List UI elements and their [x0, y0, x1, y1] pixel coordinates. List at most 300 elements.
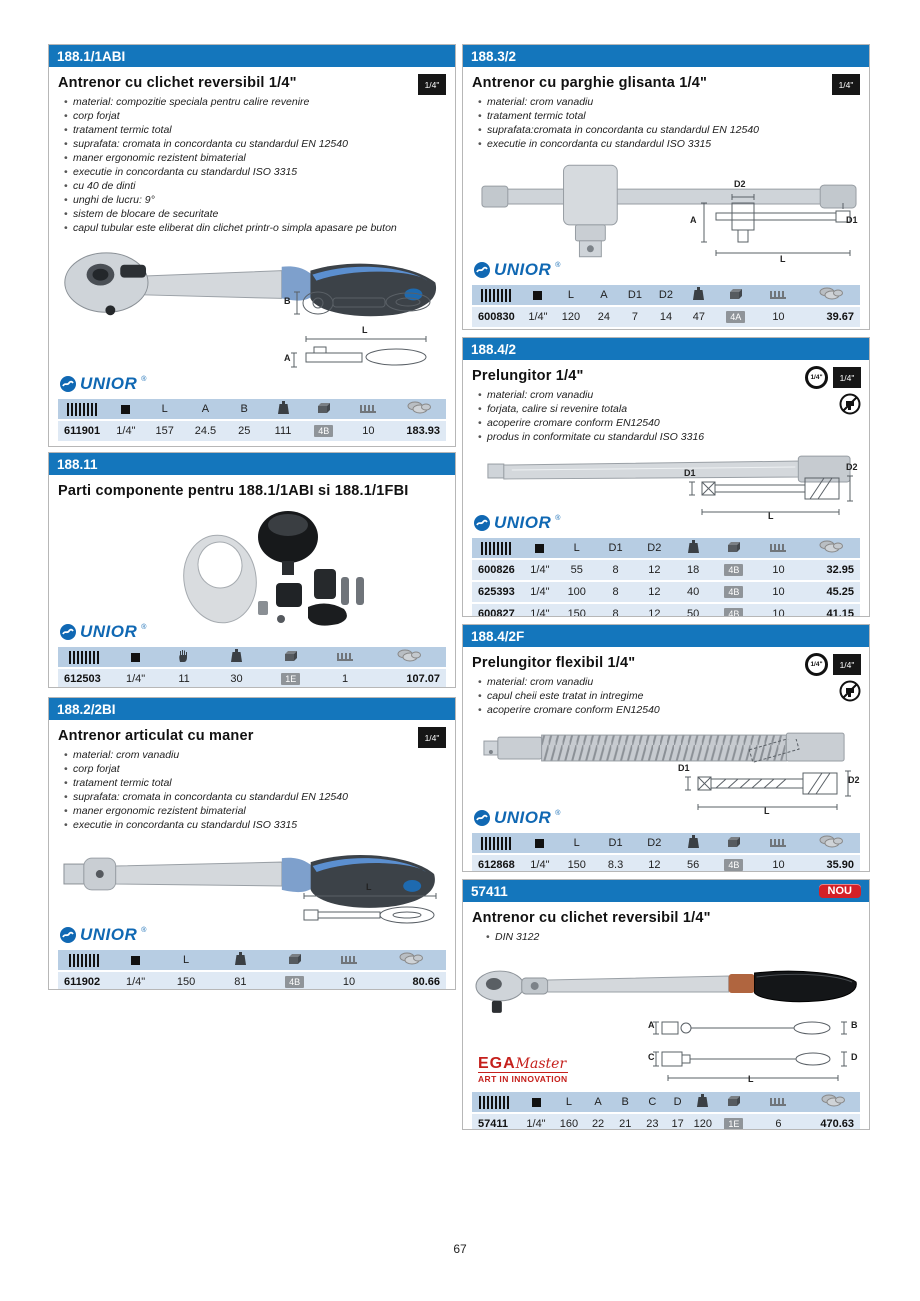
cell-weight: 81	[213, 972, 267, 990]
box-code-badge: 4B	[285, 976, 304, 988]
feature-item: • suprafata: cromata in concordanta cu standardul EN 12540	[62, 137, 446, 151]
dimension-diagram	[648, 1014, 860, 1086]
column-pack	[345, 399, 392, 419]
column-barcode	[472, 538, 522, 558]
cell-box	[716, 307, 755, 327]
card-body	[463, 647, 869, 872]
product-title: Prelungitor flexibil 1/4"	[472, 655, 636, 671]
pack-icon	[770, 839, 786, 847]
pack-icon	[770, 1098, 786, 1106]
dimension-diagram	[294, 882, 444, 930]
registered-mark: ®	[141, 927, 147, 934]
barcode-icon	[69, 651, 101, 664]
registered-mark: ®	[141, 624, 147, 631]
ega-master-logo	[478, 1056, 568, 1084]
feature-item: • corp forjat	[62, 109, 446, 123]
price-coins-icon	[819, 540, 843, 553]
ega-master-text: Master	[515, 1056, 567, 1072]
product-title: Antrenor articulat cu maner	[58, 728, 254, 744]
registered-mark: ®	[555, 262, 561, 269]
cell-A: 24	[588, 307, 619, 327]
column-barcode	[58, 647, 112, 667]
table-header-row	[472, 1092, 860, 1112]
cell-weight: 50	[674, 604, 713, 617]
unior-logo-text: UNIOR	[80, 925, 138, 944]
card-body	[49, 475, 455, 688]
feature-item: • tratament termic total	[62, 123, 446, 137]
dimension-label: D	[851, 1052, 858, 1062]
section-code-header	[49, 453, 455, 475]
spare-parts-image	[138, 503, 438, 629]
weight-icon	[231, 649, 242, 662]
dimension-label: D2	[848, 775, 860, 785]
card-body	[463, 902, 869, 1130]
barcode-icon	[69, 954, 101, 967]
pack-icon	[770, 291, 786, 299]
column-pack	[318, 647, 372, 667]
product-card	[48, 452, 456, 688]
feature-item: • forjata, calire si revenire totala	[476, 402, 860, 416]
unior-logo-icon	[474, 262, 490, 278]
spec-table	[58, 948, 446, 990]
feature-item: • unghi de lucru: 9°	[62, 193, 446, 207]
cell-drive: 1/4"	[522, 307, 553, 327]
media-area	[58, 834, 446, 946]
cell-weight: 111	[264, 421, 303, 441]
dimension-label: D1	[846, 215, 858, 225]
table-row	[58, 669, 446, 688]
cell-D1: 8	[596, 604, 635, 617]
cell-L: 150	[557, 604, 596, 617]
unior-logo-icon	[474, 810, 490, 826]
cell-price: 35.90	[802, 855, 860, 872]
drive-square-icon	[532, 1098, 541, 1107]
feature-item: • material: crom vanadiu	[62, 748, 446, 762]
unior-logo	[474, 260, 560, 280]
feature-item: • executie in concordanta cu standardul ISO 3315	[62, 818, 446, 832]
weight-icon	[278, 401, 289, 414]
card-body	[49, 67, 455, 443]
cell-box	[716, 1114, 751, 1130]
media-area	[58, 237, 446, 395]
column-box	[716, 1092, 751, 1112]
drive-square-icon	[131, 956, 140, 965]
cell-weight: 120	[689, 1114, 716, 1130]
unior-logo	[474, 513, 560, 533]
dimension-diagram	[688, 173, 860, 265]
column-pack	[751, 1092, 805, 1112]
product-title: Antrenor cu clichet reversibil 1/4"	[58, 75, 297, 91]
feature-item: • material: crom vanadiu	[476, 388, 860, 402]
dimension-label: D2	[734, 179, 746, 189]
box-icon	[728, 287, 743, 300]
feature-item: • material: crom vanadiu	[476, 675, 860, 689]
spec-table	[58, 397, 446, 443]
column-A: A	[186, 399, 225, 419]
section-code-header	[49, 45, 455, 67]
cell-A: 22	[584, 1114, 611, 1130]
cell-box	[264, 669, 318, 688]
unior-logo-icon	[60, 376, 76, 392]
left-column	[48, 44, 456, 990]
cell-weight: 18	[674, 560, 713, 580]
cell-sku: 611901	[58, 421, 108, 441]
column-price	[376, 950, 446, 970]
feature-item: • produs in conformitate cu standardul ISO 3316	[476, 430, 860, 444]
column-weight	[213, 950, 267, 970]
weight-icon	[235, 952, 246, 965]
media-area	[472, 719, 860, 829]
column-D2: D2	[635, 833, 674, 853]
column-D: D	[666, 1092, 689, 1112]
box-icon	[316, 401, 331, 414]
cell-L: 160	[553, 1114, 584, 1130]
cell-sku: 600827	[472, 604, 522, 617]
feature-list	[476, 95, 860, 151]
feature-list	[62, 748, 446, 832]
column-drive	[522, 285, 553, 305]
column-box	[716, 285, 755, 305]
table-row	[472, 560, 860, 580]
nou-badge: NOU	[819, 884, 861, 898]
dimension-label: A	[284, 353, 291, 363]
dimension-diagram	[684, 460, 860, 522]
column-B: B	[225, 399, 264, 419]
cell-L: 100	[557, 582, 596, 602]
unior-logo-text: UNIOR	[494, 808, 552, 827]
product-card	[48, 697, 456, 990]
drive-size-badge: 1/4"	[833, 367, 861, 388]
box-code-badge: 4B	[724, 608, 743, 617]
column-barcode	[58, 950, 112, 970]
column-A: A	[588, 285, 619, 305]
cell-price: 183.93	[392, 421, 446, 441]
cell-drive: 1/4"	[522, 855, 557, 872]
dimension-diagram	[284, 281, 444, 381]
dimension-label: A	[690, 215, 697, 225]
column-C: C	[639, 1092, 666, 1112]
cell-pack: 10	[755, 307, 802, 327]
table-row	[58, 421, 446, 441]
cell-box	[713, 855, 756, 872]
column-drive	[112, 950, 159, 970]
feature-list	[476, 388, 860, 444]
cell-pack: 10	[755, 582, 802, 602]
column-pack	[755, 833, 802, 853]
feature-item: • suprafata:cromata in concordanta cu standardul EN 12540	[476, 123, 860, 137]
cell-weight: 47	[681, 307, 716, 327]
column-price	[372, 647, 446, 667]
pack-icon	[770, 544, 786, 552]
column-L: L	[143, 399, 186, 419]
cell-pack: 10	[755, 604, 802, 617]
box-code-badge: 1E	[281, 673, 300, 685]
drive-size-circle-icon: 1/4"	[805, 366, 828, 389]
flex-head-ratchet-product-image	[472, 946, 860, 1020]
registered-mark: ®	[555, 515, 561, 522]
column-barcode	[58, 399, 108, 419]
cell-D2: 12	[635, 855, 674, 872]
barcode-icon	[67, 403, 99, 416]
box-code-badge: 4B	[314, 425, 333, 437]
cell-L: 157	[143, 421, 186, 441]
drive-size-badge: 1/4"	[418, 74, 446, 95]
drive-size-badge: 1/4"	[832, 74, 860, 95]
column-weight	[264, 399, 303, 419]
column-L: L	[553, 1092, 584, 1112]
cell-drive: 1/4"	[112, 669, 159, 688]
weight-icon	[697, 1094, 708, 1107]
cell-box	[713, 582, 756, 602]
section-code: 188.4/2	[471, 341, 517, 357]
column-parts	[159, 647, 209, 667]
column-price	[802, 833, 860, 853]
section-code-header	[463, 880, 869, 902]
table-row	[472, 307, 860, 327]
product-card	[462, 44, 870, 330]
column-weight	[674, 833, 713, 853]
ega-wordmark	[478, 1056, 568, 1072]
cell-C: 23	[639, 1114, 666, 1130]
cell-box	[302, 421, 345, 441]
column-box	[264, 647, 318, 667]
cell-pack: 1	[318, 669, 372, 688]
unior-logo-text: UNIOR	[80, 374, 138, 393]
feature-item: • tratament termic total	[62, 776, 446, 790]
dimension-diagram	[678, 739, 860, 817]
cell-sku: 57411	[472, 1114, 519, 1130]
card-body	[463, 360, 869, 617]
feature-item: • capul tubular este eliberat din clichet printr-o simpla apasare pe buton	[62, 221, 446, 235]
column-barcode	[472, 285, 522, 305]
barcode-icon	[481, 542, 513, 555]
table-header-row	[472, 833, 860, 853]
drive-square-icon	[533, 291, 542, 300]
unior-logo-icon	[474, 515, 490, 531]
box-icon	[283, 649, 298, 662]
drive-size-badge: 1/4"	[833, 654, 861, 675]
dimension-label: A	[648, 1020, 655, 1030]
dimension-label: L	[780, 254, 786, 264]
cell-sku: 612503	[58, 669, 112, 688]
price-coins-icon	[819, 287, 843, 300]
column-A: A	[584, 1092, 611, 1112]
cell-L: 120	[553, 307, 588, 327]
dimension-label: D2	[846, 462, 858, 472]
product-card	[48, 44, 456, 447]
column-drive	[519, 1092, 554, 1112]
column-price	[802, 285, 860, 305]
section-code: 188.11	[57, 456, 98, 472]
column-weight	[209, 647, 263, 667]
column-drive	[108, 399, 143, 419]
feature-item: • capul cheii este tratat in intregime	[476, 689, 860, 703]
cell-box	[713, 560, 756, 580]
cell-B: 21	[612, 1114, 639, 1130]
price-coins-icon	[819, 835, 843, 848]
drive-size-circle-icon: 1/4"	[805, 653, 828, 676]
column-barcode	[472, 833, 522, 853]
cell-sku: 612868	[472, 855, 522, 872]
cell-A: 24.5	[186, 421, 225, 441]
weight-icon	[688, 835, 699, 848]
column-weight	[674, 538, 713, 558]
drive-size-badge: 1/4"	[418, 727, 446, 748]
spec-table	[472, 831, 860, 872]
column-drive	[522, 538, 557, 558]
pack-icon	[341, 956, 357, 964]
product-title: Antrenor cu clichet reversibil 1/4"	[472, 910, 711, 926]
cell-D1: 8.3	[596, 855, 635, 872]
column-price	[392, 399, 446, 419]
unior-logo	[474, 808, 560, 828]
cell-pack: 10	[322, 972, 376, 990]
spec-table	[472, 536, 860, 617]
table-header-row	[58, 399, 446, 419]
table-row	[472, 582, 860, 602]
dimension-label: D1	[678, 763, 690, 773]
feature-item: • corp forjat	[62, 762, 446, 776]
cell-D2: 12	[635, 604, 674, 617]
unior-logo-text: UNIOR	[494, 513, 552, 532]
column-box	[713, 833, 756, 853]
cell-D1: 7	[619, 307, 650, 327]
cell-D2: 14	[650, 307, 681, 327]
cell-L: 55	[557, 560, 596, 580]
column-pack	[322, 950, 376, 970]
cell-drive: 1/4"	[522, 604, 557, 617]
cell-pack: 6	[751, 1114, 805, 1130]
dimension-label: L	[768, 511, 774, 521]
column-weight	[689, 1092, 716, 1112]
box-code-badge: 1E	[724, 1118, 743, 1130]
table-row	[472, 604, 860, 617]
dimension-label: B	[851, 1020, 858, 1030]
cell-D: 17	[666, 1114, 689, 1130]
cell-B: 25	[225, 421, 264, 441]
drive-square-icon	[535, 839, 544, 848]
drive-square-icon	[121, 405, 130, 414]
column-B: B	[612, 1092, 639, 1112]
unior-logo-icon	[60, 624, 76, 640]
section-code-header	[463, 338, 869, 360]
price-coins-icon	[397, 649, 421, 662]
box-icon	[726, 540, 741, 553]
feature-item: • material: compozitie speciala pentru calire revenire	[62, 95, 446, 109]
product-title: Antrenor cu parghie glisanta 1/4"	[472, 75, 708, 91]
feature-item: • maner ergonomic rezistent bimaterial	[62, 804, 446, 818]
table-row	[472, 855, 860, 872]
feature-list	[476, 675, 860, 717]
cell-drive: 1/4"	[519, 1114, 554, 1130]
cell-sku: 600826	[472, 560, 522, 580]
column-weight	[681, 285, 716, 305]
column-drive	[522, 833, 557, 853]
registered-mark: ®	[141, 376, 147, 383]
cell-L: 150	[159, 972, 213, 990]
section-code: 188.4/2F	[471, 628, 525, 644]
price-coins-icon	[821, 1094, 845, 1107]
unior-logo-text: UNIOR	[494, 260, 552, 279]
column-box	[267, 950, 321, 970]
cell-weight: 56	[674, 855, 713, 872]
price-coins-icon	[407, 401, 431, 414]
column-box	[302, 399, 345, 419]
column-box	[713, 538, 756, 558]
cell-D2: 12	[635, 560, 674, 580]
column-D1: D1	[596, 538, 635, 558]
media-area	[58, 503, 446, 643]
column-L: L	[557, 538, 596, 558]
barcode-icon	[479, 1096, 511, 1109]
table-header-row	[472, 285, 860, 305]
dimension-label: L	[362, 325, 368, 335]
unior-logo-text: UNIOR	[80, 622, 138, 641]
product-title: Prelungitor 1/4"	[472, 368, 584, 384]
registered-mark: ®	[555, 810, 561, 817]
table-row	[58, 972, 446, 990]
column-pack	[755, 285, 802, 305]
feature-list	[484, 930, 860, 944]
section-code: 57411	[471, 883, 508, 899]
section-code: 188.2/2BI	[57, 701, 116, 717]
column-price	[802, 538, 860, 558]
table-header-row	[58, 647, 446, 667]
unior-logo	[60, 925, 146, 945]
right-column	[462, 44, 870, 1130]
cell-box	[713, 604, 756, 617]
hand-icon	[178, 649, 190, 662]
barcode-icon	[481, 837, 513, 850]
feature-item: • executie in concordanta cu standardul ISO 3315	[62, 165, 446, 179]
cell-L: 150	[557, 855, 596, 872]
box-icon	[726, 1094, 741, 1107]
column-barcode	[472, 1092, 519, 1112]
unior-logo	[60, 622, 146, 642]
unior-logo	[60, 374, 146, 394]
feature-item: • tratament termic total	[476, 109, 860, 123]
table-header-row	[472, 538, 860, 558]
box-code-badge: 4B	[724, 859, 743, 871]
cell-weight: 30	[209, 669, 263, 688]
cell-sku: 611902	[58, 972, 112, 990]
cell-sku: 625393	[472, 582, 522, 602]
feature-item: • DIN 3122	[484, 930, 860, 944]
pack-icon	[337, 653, 353, 661]
section-code: 188.1/1ABI	[57, 48, 126, 64]
dimension-label: C	[648, 1052, 655, 1062]
feature-item: • suprafata: cromata in concordanta cu standardul EN 12540	[62, 790, 446, 804]
column-pack	[755, 538, 802, 558]
table-header-row	[58, 950, 446, 970]
cell-weight: 40	[674, 582, 713, 602]
cell-pack: 10	[345, 421, 392, 441]
dimension-label: D1	[684, 468, 696, 478]
section-code-header	[49, 698, 455, 720]
cell-drive: 1/4"	[108, 421, 143, 441]
media-area	[472, 446, 860, 534]
page-number: 67	[453, 1242, 467, 1256]
dimension-label: L	[764, 806, 770, 816]
dimension-label: L	[748, 1074, 754, 1084]
dimension-label: B	[284, 296, 291, 306]
cell-D1: 8	[596, 560, 635, 580]
ega-tagline: ART IN INNOVATION	[478, 1074, 568, 1084]
ega-text: EGA	[478, 1055, 516, 1072]
drive-square-icon	[535, 544, 544, 553]
section-code-header	[463, 45, 869, 67]
spec-table	[472, 283, 860, 329]
